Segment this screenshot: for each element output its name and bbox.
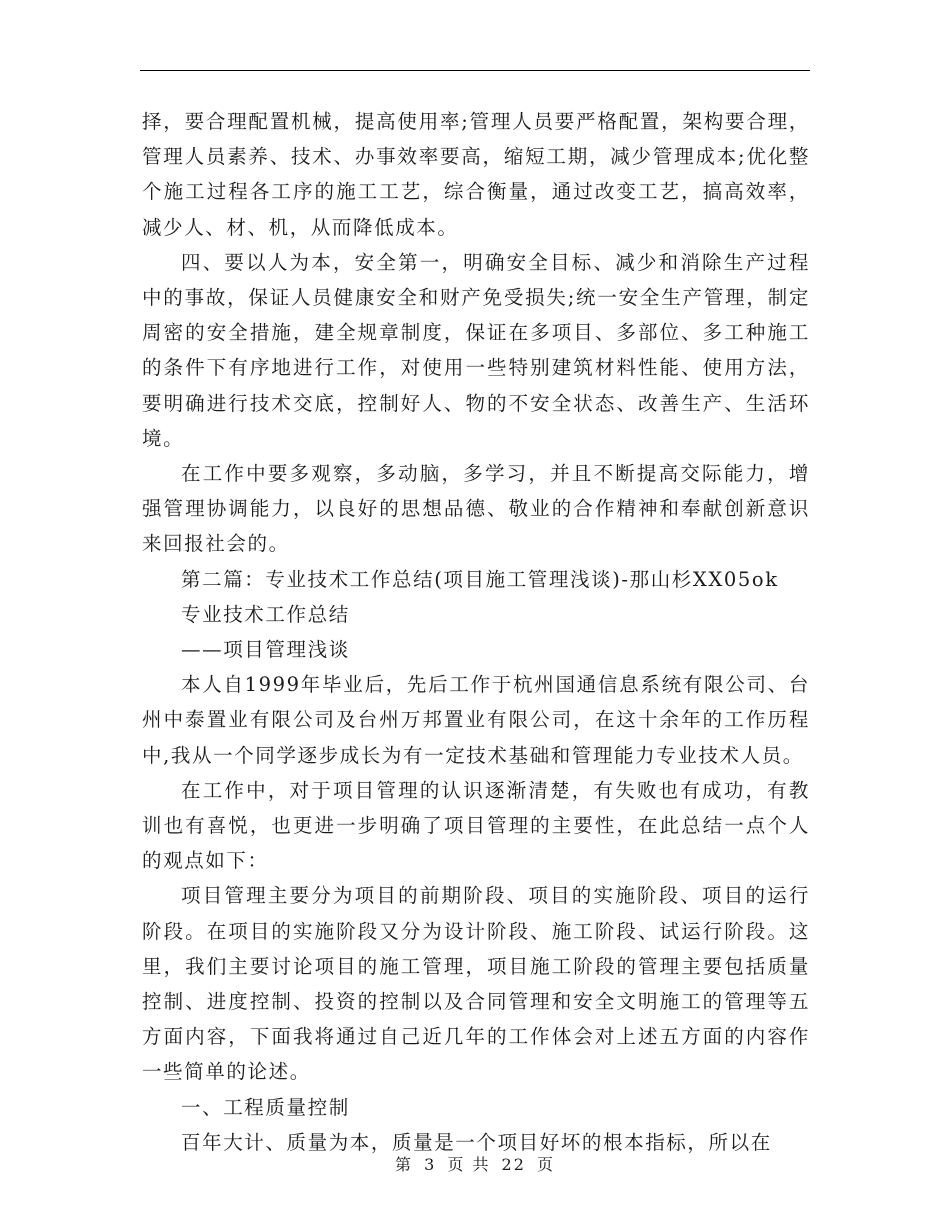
header-rule (140, 70, 810, 71)
current-page-number: 3 (424, 1155, 437, 1174)
paragraph: 项目管理主要分为项目的前期阶段、项目的实施阶段、项目的运行阶段。在项目的实施阶段又分为设计阶段、施工阶段、试运行阶段。这里，我们主要讨论项目的施工管理，项目施工阶段的管理主要包括质量控制、进度控制、投资的控制以及合同管理和安全文明施工的管理等五方面内容，下面我将通过自己近几年的工作体会对上述五方面的内容作一些简单的论述。 (142, 884, 810, 1084)
subsection-heading: 一、工程质量控制 (181, 1095, 350, 1119)
footer-suffix: 页 (537, 1155, 556, 1174)
section-subtitle: ——项目管理浅谈 (181, 638, 350, 662)
section-title: 专业技术工作总结 (181, 602, 350, 626)
paragraph: 择，要合理配置机械，提高使用率;管理人员要严格配置，架构要合理，管理人员素养、技术、办事效率要高，缩短工期，减少管理成本;优化整个施工过程各工序的施工工艺，综合衡量，通过改变工艺，搞高效率，减少人、材、机，从而降低成本。 (142, 110, 810, 239)
paragraph: 百年大计、质量为本，质量是一个项目好坏的根本指标，所以在 (181, 1130, 772, 1154)
total-page-count: 22 (501, 1155, 526, 1174)
document-body (142, 104, 810, 1160)
footer-prefix: 第 (394, 1155, 413, 1174)
footer-middle: 页 共 (447, 1155, 491, 1174)
paragraph: 四、要以人为本，安全第一，明确安全目标、减少和消除生产过程中的事故，保证人员健康安全和财产免受损失;统一安全生产管理，制定周密的安全措施，建全规章制度，保证在多项目、多部位、多工种施工的条件下有序地进行工作，对使用一些特别建筑材料性能、使用方法，要明确进行技术交底，控制好人、物的不安全状态、改善生产、生活环境。 (142, 250, 810, 450)
page-footer (0, 1152, 950, 1175)
paragraph: 在工作中要多观察，多动脑，多学习，并且不断提高交际能力，增强管理协调能力，以良好的思想品德、敬业的合作精神和奉献创新意识来回报社会的。 (142, 462, 810, 556)
paragraph: 本人自1999年毕业后，先后工作于杭州国通信息系统有限公司、台州中泰置业有限公司及台州万邦置业有限公司，在这十余年的工作历程中,我从一个同学逐步成长为有一定技术基础和管理能力专业技术人员。 (142, 673, 810, 767)
section-heading: 第二篇：专业技术工作总结(项目施工管理浅谈)-那山杉XX05ok (181, 567, 779, 591)
paragraph: 在工作中，对于项目管理的认识逐渐清楚，有失败也有成功，有教训也有喜悦，也更进一步明确了项目管理的主要性，在此总结一点个人的观点如下： (142, 778, 810, 873)
